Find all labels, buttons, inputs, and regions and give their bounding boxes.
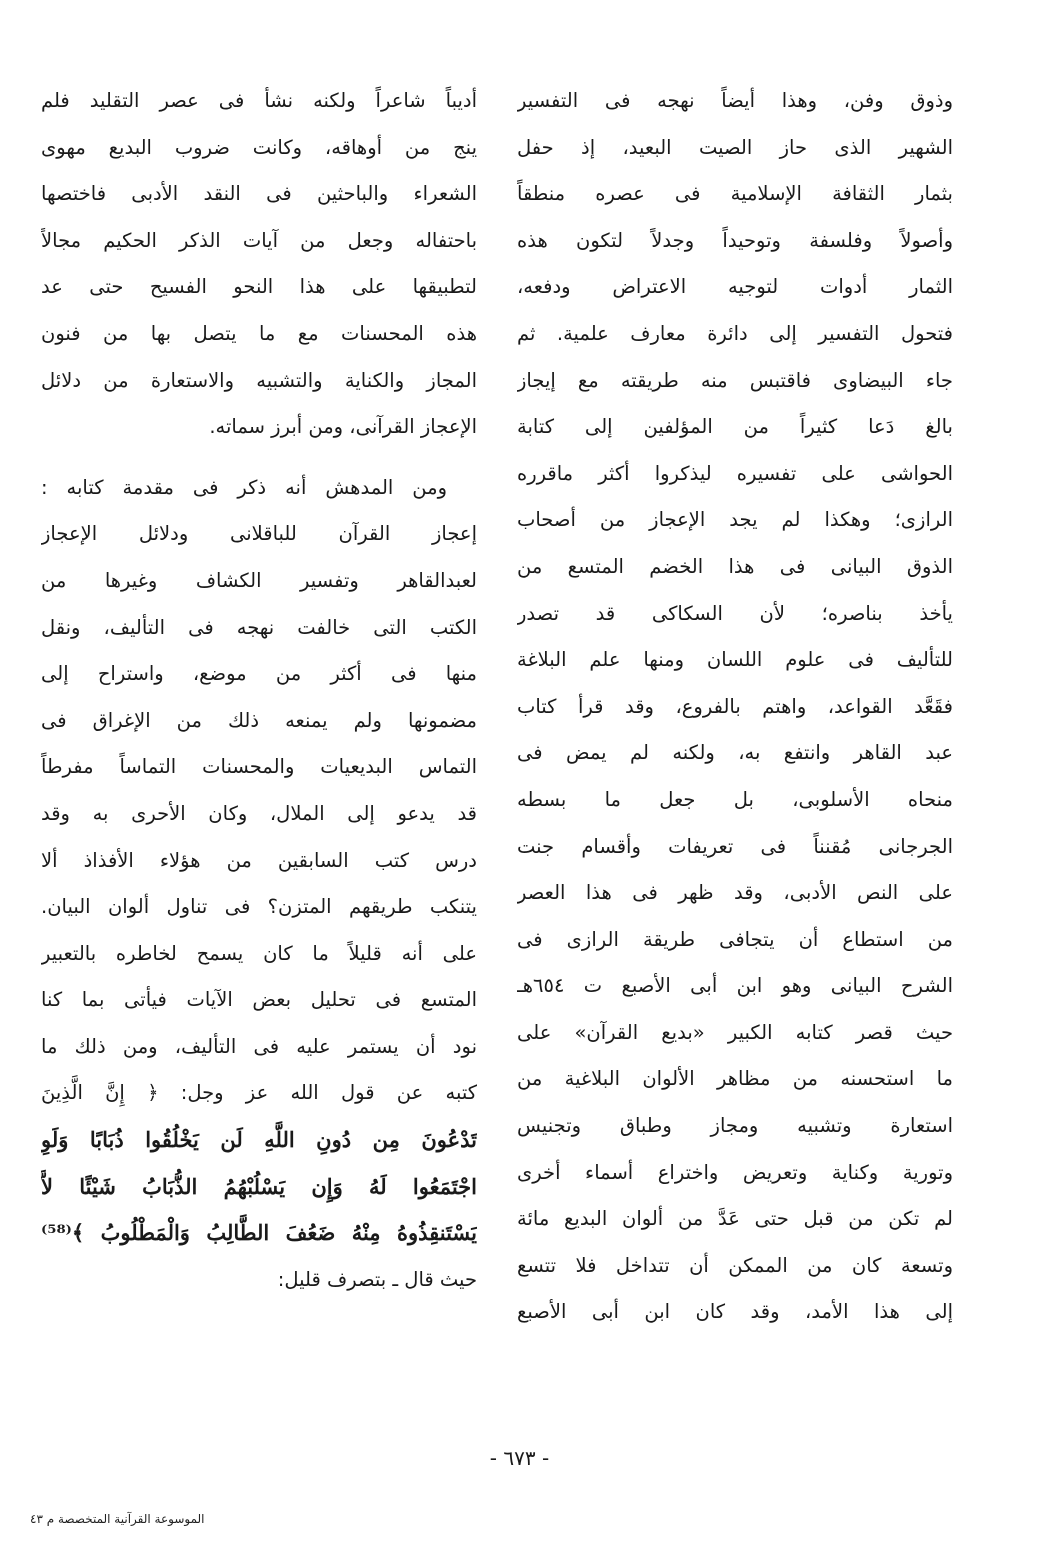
text-line: إعجاز القرآن للباقلانى ودلائل الإعجاز — [41, 522, 477, 546]
text-line: فقَعَّد القواعد، واهتم بالفروع، وقد قرأ كتاب — [517, 694, 953, 718]
right-column — [517, 78, 953, 1336]
quran-verse-line: يَسْتَنقِذُوهُ مِنْهُ ضَعُفَ الطَّالِبُ وَالْمَطْلُوبُ ﴾⁽⁵⁸⁾ — [41, 1220, 477, 1246]
text-line: على أنه قليلاً ما كان يسمح لخاطره بالتعبير — [41, 941, 477, 965]
text-line: درس كتب السابقين من هؤلاء الأفذاذ ألا — [41, 848, 477, 872]
text-line: مضمونها ولم يمنعه ذلك من الإغراق فى — [41, 708, 477, 732]
text-line: الجرجانى مُقنناً فى تعريفات وأقسام جنت — [517, 834, 953, 858]
text-line: أديباً شاعراً ولكنه نشأ فى عصر التقليد فلم — [41, 89, 477, 112]
text-line: المتسع فى تحليل بعض الآيات فيأتى بما كنا — [41, 988, 477, 1012]
text-line: الكتب التى خالفت نهجه فى التأليف، ونقل — [41, 615, 477, 639]
text-line: وذوق وفن، وهذا أيضاً نهجه فى التفسير — [517, 89, 953, 112]
text-line: وتسعة كان من الممكن أن تتداخل فلا تتسع — [517, 1253, 953, 1277]
left-column — [41, 78, 477, 1303]
text-line: بالغ دَعا كثيراً من المؤلفين إلى كتابة — [517, 415, 953, 439]
paragraph-gap — [41, 451, 477, 465]
text-line: يتنكب طريقهم المتزن؟ فى تناول ألوان البيان. — [41, 895, 477, 919]
text-line: الشهير الذى حاز الصيت البعيد، إذ حفل — [517, 135, 953, 159]
text-line: ومن المدهش أنه ذكر فى مقدمة كتابه : — [41, 475, 447, 499]
text-line: لتطبيقها على هذا النحو الفسيح حتى عد — [41, 275, 477, 299]
page-number: - ٦٧٣ - — [489, 1446, 550, 1470]
text-line: وأصولاً وفلسفة وتوحيداً وجدلاً لتكون هذه — [517, 228, 953, 252]
text-line: قد يدعو إلى الملال، وكان الأحرى به وقد — [41, 801, 477, 825]
text-line: فتحول التفسير إلى دائرة معارف علمية. ثم — [517, 321, 953, 345]
text-line: ما استحسنه من مظاهر الألوان البلاغية من — [517, 1067, 953, 1091]
text-line: منها فى أكثر من موضع، واستراح إلى — [41, 662, 477, 686]
text-line: الرازى؛ وهكذا لم يجد الإعجاز من أصحاب — [517, 508, 953, 532]
text-line: الإعجاز القرآنى، ومن أبرز سماته. — [209, 415, 477, 439]
text-line: ينج من أوهاقه، وكانت ضروب البديع مهوى — [41, 135, 477, 159]
text-line: الحواشى على تفسيره ليذكروا أكثر ماقرره — [517, 461, 953, 485]
text-line: الثمار أدوات لتوجيه الاعتراض ودفعه، — [517, 275, 953, 299]
text-line: حيث قال ـ بتصرف قليل: — [277, 1267, 477, 1291]
text-line: الشرح البيانى وهو ابن أبى الأصبع ت ٦٥٤هـ — [517, 974, 953, 998]
text-line: التماس البديعيات والمحسنات التماساً مفرطاً — [41, 755, 477, 779]
text-line: على النص الأدبى، وقد ظهر فى هذا العصر — [517, 881, 953, 905]
text-line: المجاز والكناية والتشبيه والاستعارة من دلائل — [41, 368, 477, 392]
text-line: من استطاع أن يتجافى طريقة الرازى فى — [517, 927, 953, 951]
text-line: باحتفاله وجعل من آيات الذكر الحكيم مجالاً — [41, 228, 477, 252]
quran-verse-line: تَدْعُونَ مِن دُونِ اللَّهِ لَن يَخْلُقُوا ذُبَابًا وَلَوِ — [41, 1127, 477, 1153]
text-line: يأخذ بناصره؛ لأن السكاكى قد تصدر — [517, 601, 953, 625]
text-line: استعارة وتشبيه ومجاز وطباق وتجنيس — [517, 1114, 953, 1138]
text-line: لم تكن من قبل حتى عَدَّ من ألوان البديع مائة — [517, 1207, 953, 1231]
text-line: إلى هذا الأمد، وقد كان ابن أبى الأصبع — [517, 1300, 953, 1324]
text-line: حيث قصر كتابه الكبير «بديع القرآن» على — [517, 1020, 953, 1044]
text-line: كتبه عن قول الله عز وجل: ﴿ إِنَّ الَّذِينَ — [41, 1081, 477, 1105]
text-line: لعبدالقاهر وتفسير الكشاف وغيرها من — [41, 568, 477, 592]
footer-signature: الموسوعة القرآنية المتخصصة م ٤٣ — [30, 1512, 205, 1526]
text-line: الذوق البيانى فى هذا الخضم المتسع من — [517, 554, 953, 578]
text-line: للتأليف فى علوم اللسان ومنها علم البلاغة — [517, 648, 953, 672]
quran-verse-line: اجْتَمَعُوا لَهُ وَإِن يَسْلُبْهُمُ الذُّبَابُ شَيْئًا لاَّ — [41, 1173, 477, 1199]
text-line: منحاه الأسلوبى، بل جعل ما بسطه — [517, 787, 953, 811]
text-line: نود أن يستمر عليه فى التأليف، ومن ذلك ما — [41, 1034, 477, 1058]
text-line: وتورية وكناية وتعريض واختراع أسماء أخرى — [517, 1160, 953, 1184]
text-line: جاء البيضاوى فاقتبس منه طريقته مع إيجاز — [517, 368, 953, 392]
text-line: عبد القاهر وانتفع به، ولكنه لم يمض فى — [517, 741, 953, 765]
text-line: بثمار الثقافة الإسلامية فى عصره منطقاً — [517, 182, 953, 206]
text-line: هذه المحسنات مع ما يتصل بها من فنون — [41, 321, 477, 345]
text-line: الشعراء والباحثين فى النقد الأدبى فاختصها — [41, 182, 477, 206]
